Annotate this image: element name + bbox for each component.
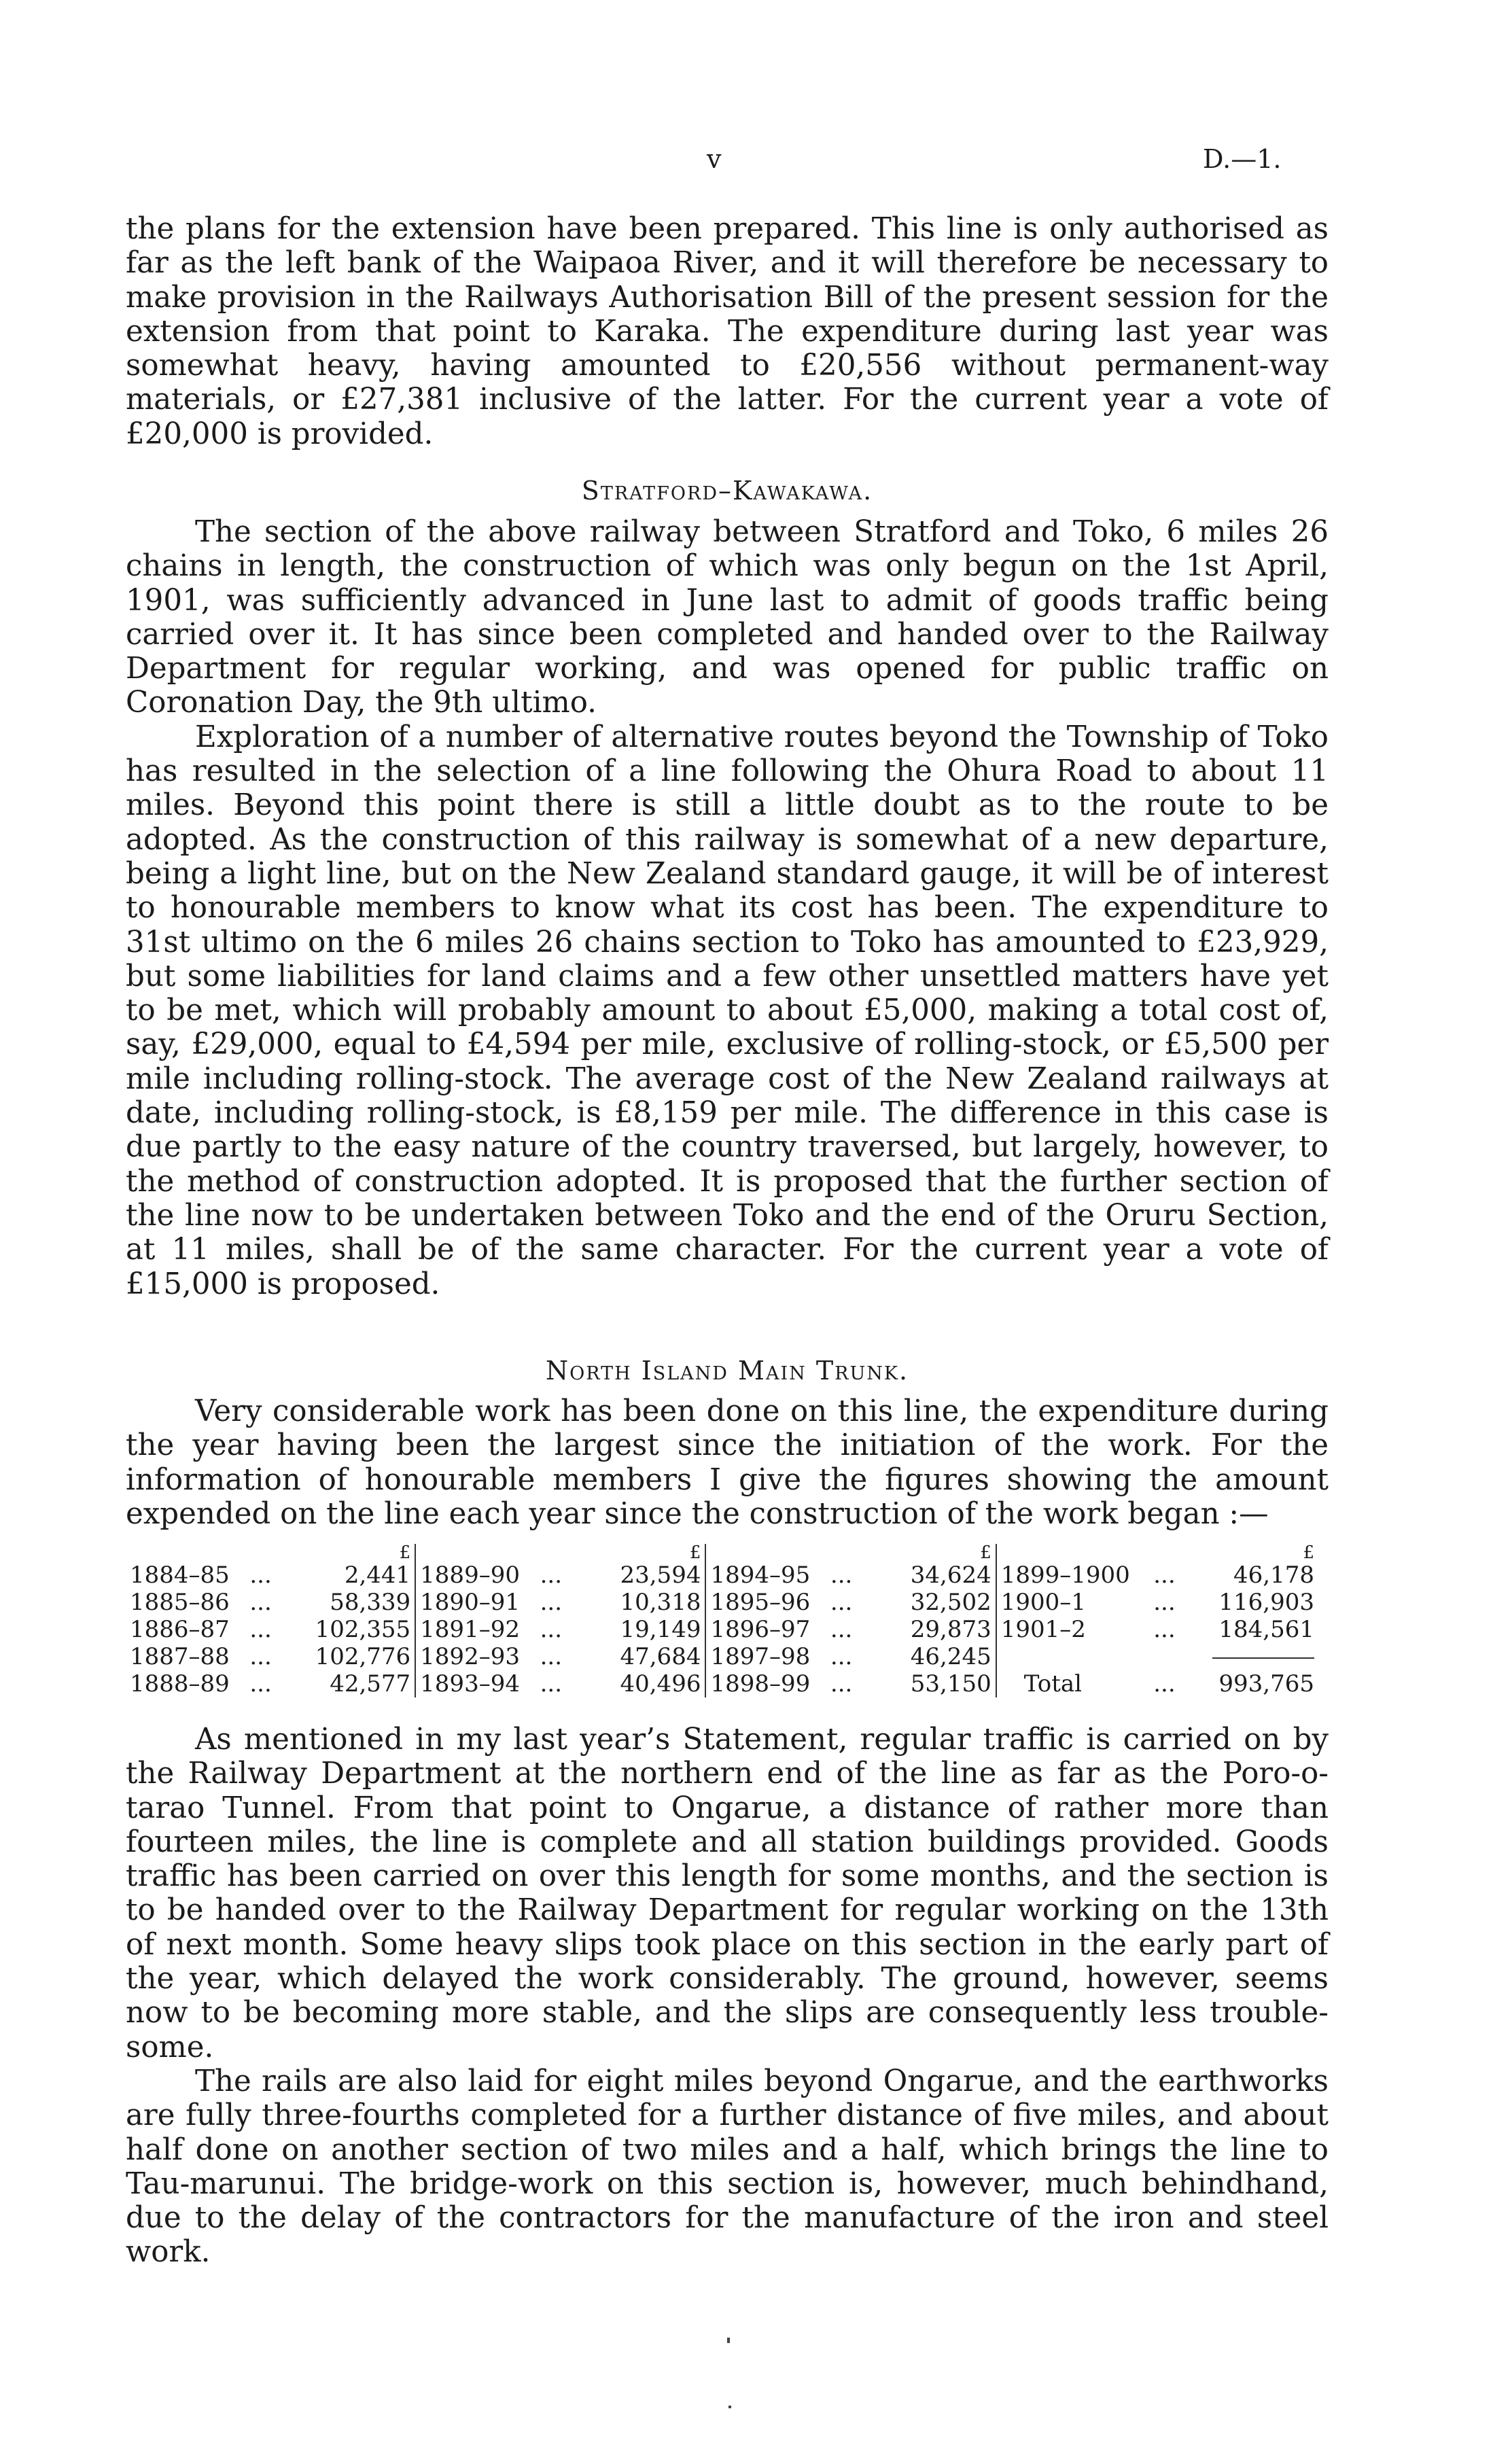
dots: ... [830, 1562, 853, 1589]
amount-cell: 102,355 [292, 1616, 415, 1643]
main-trunk-intro: Very considerable work has been done on this line, the expenditure during the year having been the largest since the initiation of the work. For the information of honourable members I give the figures showing the amount expended on the line each year since the construction of the work began :— [126, 1394, 1329, 1531]
dots: ... [540, 1670, 563, 1697]
main-trunk-paragraph-2: The rails are also laid for eight miles beyond Ongarue, and the earthworks are fully three-fourths completed for a further distance of five miles, and about half done on another section of two miles and a half, which brings the line to Tau-marunui. The bridge-work on this section is, however, much behindhand, due to the delay of the contractors for the manufacture of the iron and steel work. [126, 2064, 1329, 2270]
dots: ... [1153, 1616, 1176, 1643]
amount-cell: 19,149 [582, 1616, 705, 1643]
table-row [126, 1562, 1318, 1589]
amount-cell: 10,318 [582, 1589, 705, 1616]
expenditure-table [126, 1544, 1318, 1697]
amount-cell: 53,150 [873, 1670, 996, 1697]
stratford-paragraph-2: Exploration of a number of alternative routes beyond the Township of Toko has resulted in the selection of a line following the Ohura Road to about 11 miles. Beyond this point there is still a little doubt as to the route to be adopted. As the construction of this railway is somewhat of a new departure, being a light line, but on the New Zealand standard gauge, it will be of interest to honourable members to know what its cost has been. The expenditure to 31st ultimo on the 6 miles 26 chains section to Toko has amounted to £23,929, but some liabilities for land claims and a few other unsettled matters have yet to be met, which will probably amount to about £5,000, making a total cost of, say, £29,000, equal to £4,594 per mile, exclusive of rolling-stock, or £5,500 per mile including rolling-stock. The average cost of the New Zealand railways at date, including rolling-stock, is £8,159 per mile. The difference in this case is due partly to the easy nature of the country traversed, but largely, however, to the method of construction adopted. It is proposed that the further section of the line now to be undertaken between Toko and the end of the Oruru Section, at 11 miles, shall be of the same character. For the current year a vote of £15,000 is proposed. [126, 720, 1329, 1301]
main-trunk-body [126, 1723, 1329, 2270]
intro-paragraph-block [126, 212, 1329, 451]
dots: ... [540, 1589, 563, 1616]
year-cell: 1893–94 [420, 1670, 520, 1697]
amount-cell: 46,245 [873, 1643, 996, 1670]
dots: ... [830, 1616, 853, 1643]
currency-label: £ [582, 1544, 705, 1562]
amount-cell: 23,594 [582, 1562, 705, 1589]
year-cell: 1884–85 [130, 1562, 230, 1589]
dots: ... [249, 1643, 272, 1670]
total-label: Total [1023, 1670, 1083, 1697]
currency-label: £ [292, 1544, 415, 1562]
amount-cell: 47,684 [582, 1643, 705, 1670]
amount-cell: 32,502 [873, 1589, 996, 1616]
stray-mark [728, 2406, 731, 2408]
document-reference: D.—1. [1203, 144, 1282, 174]
dots: ... [830, 1643, 853, 1670]
amount-cell: 116,903 [1218, 1589, 1314, 1616]
amount-cell: 58,339 [292, 1589, 415, 1616]
dots: ... [249, 1589, 272, 1616]
year-cell: 1885–86 [130, 1589, 230, 1616]
year-cell: 1896–97 [710, 1616, 811, 1643]
dots: ... [540, 1616, 563, 1643]
stratford-kawakawa-body [126, 515, 1329, 1301]
amount-cell: 40,496 [582, 1670, 705, 1697]
section-heading-north-island-main-trunk: North Island Main Trunk. [545, 1356, 909, 1386]
dots: ... [540, 1643, 563, 1670]
table-row [126, 1670, 1318, 1697]
table-row [126, 1589, 1318, 1616]
amount-cell: 34,624 [873, 1562, 996, 1589]
stratford-paragraph-1: The section of the above railway between Stratford and Toko, 6 miles 26 chains in length, the construction of which was only begun on the 1st April, 1901, was sufficiently advanced in June last to admit of goods traffic being carried over it. It has since been completed and handed over to the Railway Department for regular working, and was opened for public traffic on Coronation Day, the 9th ultimo. [126, 515, 1329, 720]
year-cell: 1899–1900 [1000, 1562, 1130, 1589]
dots: ... [1153, 1589, 1176, 1616]
year-cell: 1890–91 [420, 1589, 520, 1616]
year-cell: 1888–89 [130, 1670, 230, 1697]
year-cell: 1887–88 [130, 1643, 230, 1670]
stray-mark [727, 2338, 730, 2343]
dots: ... [540, 1562, 563, 1589]
year-cell: 1886–87 [130, 1616, 230, 1643]
year-cell: 1901–2 [1000, 1616, 1086, 1643]
year-cell: 1891–92 [420, 1616, 520, 1643]
total-rule [1212, 1657, 1314, 1659]
year-cell: 1898–99 [710, 1670, 811, 1697]
section-heading-stratford-kawakawa: Stratford–Kawakawa. [581, 476, 873, 506]
dots: ... [249, 1670, 272, 1697]
year-cell: 1895–96 [710, 1589, 811, 1616]
amount-cell: 29,873 [873, 1616, 996, 1643]
year-cell: 1897–98 [710, 1643, 811, 1670]
dots: ... [249, 1562, 272, 1589]
dots: ... [249, 1616, 272, 1643]
amount-cell: 42,577 [292, 1670, 415, 1697]
dots: ... [1153, 1562, 1176, 1589]
amount-cell: 184,561 [1218, 1616, 1314, 1643]
amount-cell: 46,178 [1233, 1562, 1314, 1589]
intro-paragraph: the plans for the extension have been prepared. This line is only authorised as far as the left bank of the Waipaoa River, and it will therefore be necessary to make provision in the Railways Authorisation Bill of the present session for the extension from that point to Karaka. The expenditure during last year was somewhat heavy, having amounted to £20,556 without permanent-way materials, or £27,381 inclusive of the latter. For the current year a vote of £20,000 is provided. [126, 212, 1329, 451]
page-number: v [707, 144, 722, 174]
year-cell: 1894–95 [710, 1562, 811, 1589]
year-cell: 1892–93 [420, 1643, 520, 1670]
currency-label: £ [873, 1544, 996, 1562]
year-cell: 1889–90 [420, 1562, 520, 1589]
total-rule-cell [1196, 1643, 1318, 1670]
currency-row [126, 1544, 1318, 1562]
dots: ... [830, 1670, 853, 1697]
total-amount: 993,765 [1218, 1670, 1314, 1697]
main-trunk-intro-block [126, 1394, 1329, 1531]
dots: ... [830, 1589, 853, 1616]
table-row [126, 1616, 1318, 1643]
amount-cell: 2,441 [292, 1562, 415, 1589]
table-row [126, 1643, 1318, 1670]
main-trunk-paragraph-1: As mentioned in my last year’s Statement, regular traffic is carried on by the Railway Department at the northern end of the line as far as the Poro-o-tarao Tunnel. From that point to Ongarue, a distance of rather more than fourteen miles, the line is complete and all station buildings provided. Goods traffic has been carried on over this length for some months, and the section is to be handed over to the Railway Department for regular working on the 13th of next month. Some heavy slips took place on this section in the early part of the year, which delayed the work considerably. The ground, however, seems now to be becoming more stable, and the slips are consequently less trouble-some. [126, 1723, 1329, 2064]
amount-cell: 102,776 [292, 1643, 415, 1670]
currency-label: £ [1303, 1543, 1314, 1563]
year-cell: 1900–1 [1000, 1589, 1086, 1616]
dots: ... [1153, 1670, 1176, 1697]
